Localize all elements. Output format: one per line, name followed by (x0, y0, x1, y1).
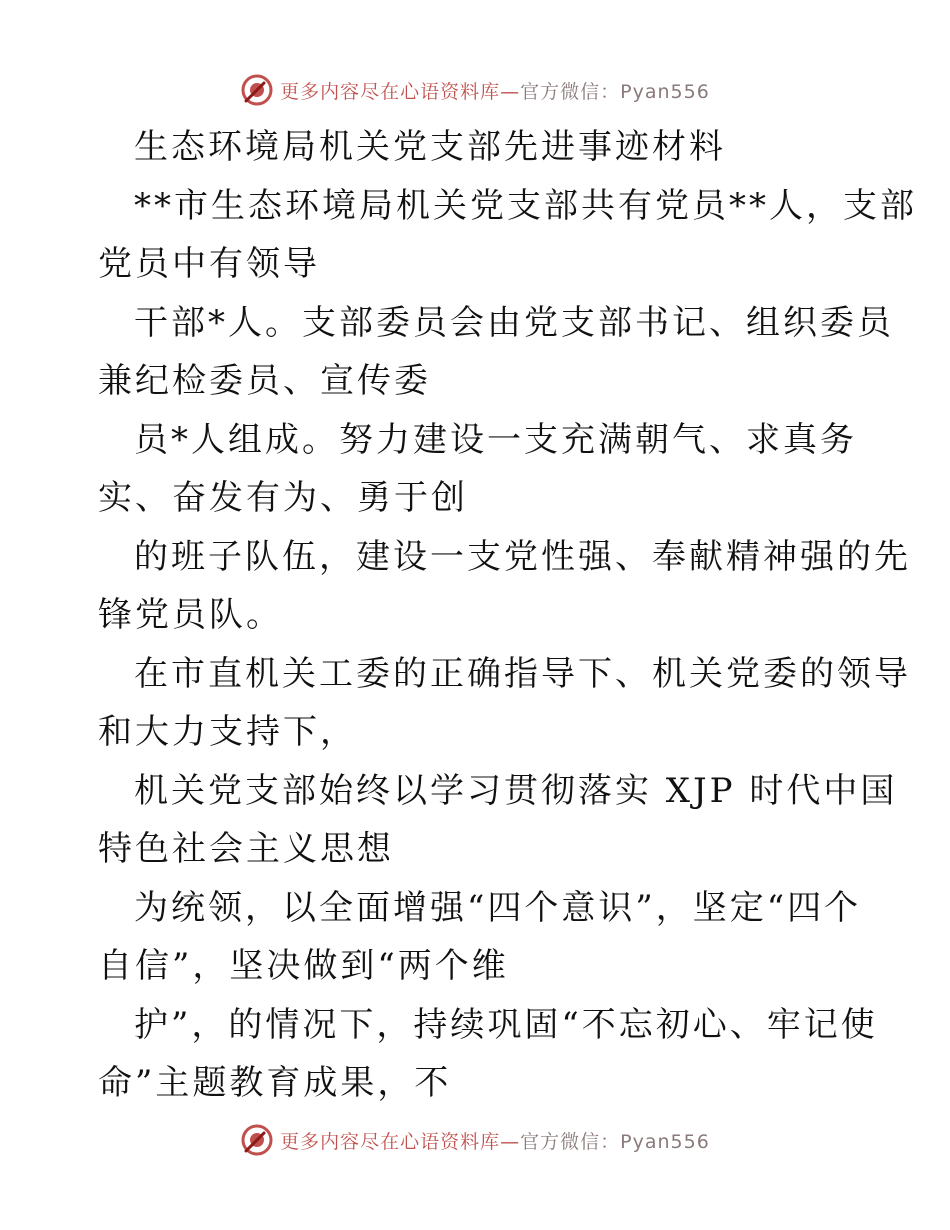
document-body (98, 118, 917, 1113)
paragraph-line: 在市直机关工委的正确指导下、机关党委的领导 (134, 653, 911, 694)
paragraph-line: 党员中有领导 (98, 244, 320, 284)
paragraph-line: 和大力支持下， (98, 712, 357, 752)
paragraph-line: 机关党支部始终以学习贯彻落实 XJP 时代中国 (134, 770, 898, 811)
brand-logo-icon (240, 1123, 274, 1157)
watermark-banner-bottom (0, 1120, 950, 1160)
brand-logo-icon (240, 73, 274, 107)
paragraph-line: 命”主题教育成果，不 (98, 1063, 452, 1103)
paragraph-line: 干部*人。支部委员会由党支部书记、组织委员 (134, 302, 894, 343)
watermark-banner-top (0, 70, 950, 110)
paragraph-line: 锋党员队。 (98, 595, 283, 635)
paragraph-line: 兼纪检委员、宣传委 (98, 361, 431, 401)
paragraph-line: 生态环境局机关党支部先进事迹材料 (134, 127, 726, 167)
paragraph-line: 员*人组成。努力建设一支充满朝气、求真务 (134, 419, 857, 460)
paragraph-line: **市生态环境局机关党支部共有党员**人，支部 (134, 185, 917, 226)
paragraph-line: 实、奋发有为、勇于创 (98, 478, 468, 518)
paragraph-line: 护”，的情况下，持续巩固“不忘初心、牢记使 (134, 1004, 878, 1045)
watermark-text: 更多内容尽在心语资料库—官方微信：Pyan556 (280, 1130, 710, 1153)
paragraph-line: 为统领，以全面增强“四个意识”，坚定“四个 (134, 887, 862, 928)
paragraph-line: 特色社会主义思想 (98, 829, 394, 869)
paragraph-line: 的班子队伍，建设一支党性强、奉献精神强的先 (134, 536, 911, 577)
paragraph-line: 自信”，坚决做到“两个维 (98, 946, 509, 986)
watermark-text: 更多内容尽在心语资料库—官方微信：Pyan556 (280, 80, 710, 103)
